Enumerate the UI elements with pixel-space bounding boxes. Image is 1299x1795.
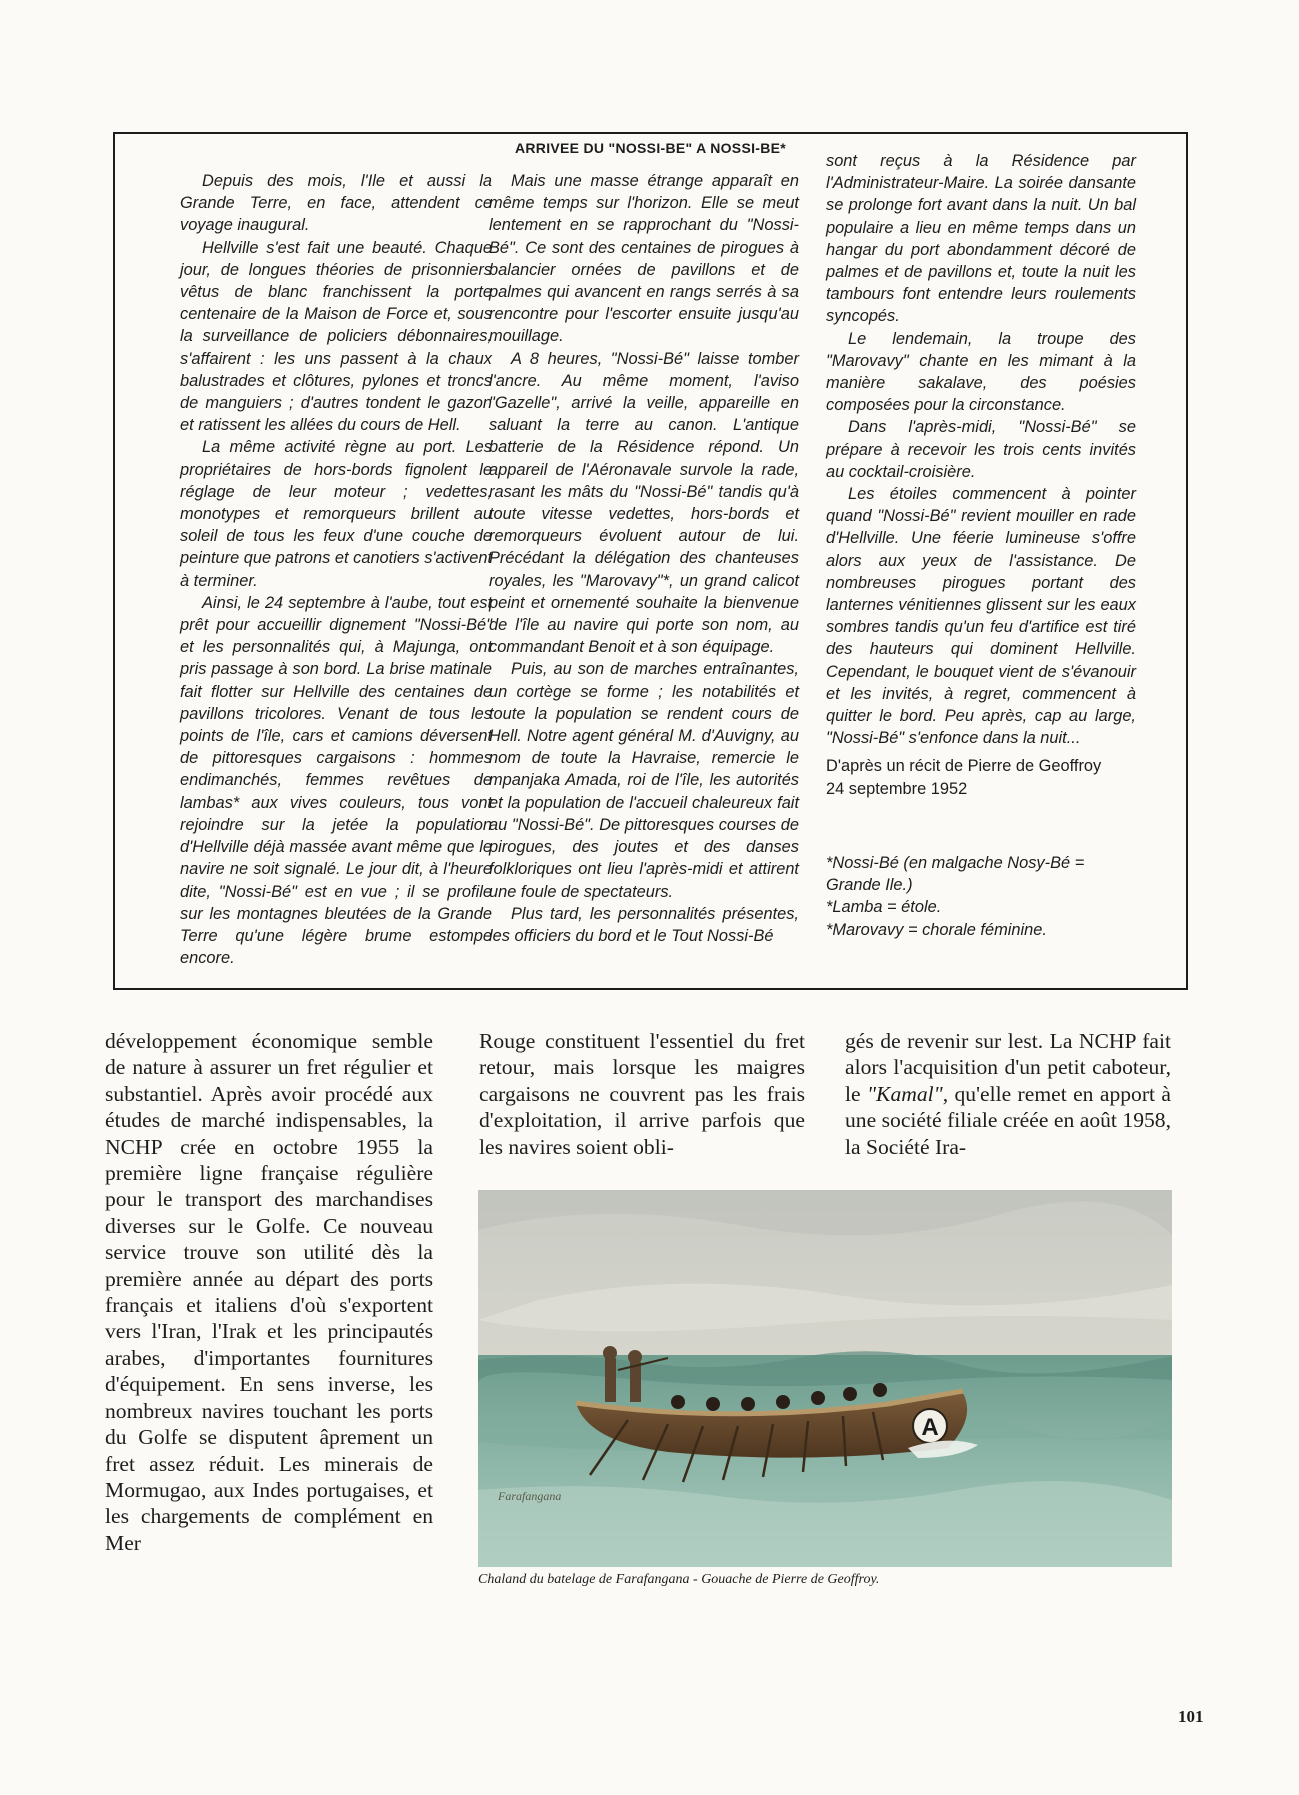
- body-text: développement économique semble de nature à assurer un fret régulier et substantiel. Après avoir procédé aux études de marché indispensables, la NCHP crée en octobre 1955 la première ligne française régulière pour le transport des marchandises diverses sur le Golfe. Ce nouveau service trouve son utilité dès la première année au départ des ports français et italiens d'où s'exportent vers l'Iran, l'Irak et les principautés arabes, d'importantes fournitures d'équipement. En sens inverse, les nombreux navires touchant les ports du Golfe se disputent âprement un fret assez réduit. Les minerais de Mormugao, aux Indes portugaises, et les chargements de complément en Mer: [105, 1029, 433, 1555]
- footnote: *Marovavy = chorale féminine.: [826, 920, 1047, 939]
- footnotes: [826, 852, 1136, 941]
- box-paragraph: sont reçus à la Résidence par l'Administrateur-Maire. La soirée dansante se prolonge fort avant dans la nuit. Un bal populaire a lieu en même temps dans un hangar du port abondamment décoré de palmes et de pavillons et, toute la nuit les tambours font entendre leurs roulements syncopés.: [826, 152, 1136, 326]
- attribution: D'après un récit de Pierre de Geoffroy: [826, 757, 1102, 776]
- box-column-3: [826, 150, 1136, 941]
- footnote: *Lamba = étole.: [826, 898, 942, 917]
- body-column-1: [105, 1028, 433, 1556]
- body-text-part: gés de revenir sur lest. La NCHP fait alors l'acquisition d'un petit caboteur, le: [845, 1029, 1171, 1106]
- body-text: [845, 1028, 1171, 1160]
- ship-name: "Kamal": [866, 1081, 943, 1106]
- page-number: 101: [1178, 1707, 1204, 1726]
- attribution-date: 24 septembre 1952: [826, 779, 968, 798]
- box-column-2: [489, 170, 799, 947]
- painting-illustration: [478, 1190, 1172, 1567]
- painting-caption: Chaland du batelage de Farafangana - Gouache de Pierre de Geoffroy.: [478, 1572, 880, 1587]
- body-text-part: , qu'elle remet en apport à une société filiale créée en août 1958, la Société Ira-: [845, 1081, 1171, 1159]
- box-paragraph: Mais une masse étrange apparaît en même temps sur l'horizon. Elle se meut lentement en se rapprochant du "Nossi-Bé". Ce sont des centaines de pirogues à balancier ornées de pavillons et de palmes qui avancent en rangs serrés à sa rencontre pour l'escorter ensuite jusqu'au mouillage.: [489, 172, 799, 346]
- box-paragraph: Dans l'après-midi, "Nossi-Bé" se prépare à recevoir les trois cents invités au cocktail-croisière.: [826, 418, 1136, 481]
- footnote: *Nossi-Bé (en malgache Nosy-Bé = Grande Ile.): [826, 853, 1085, 895]
- body-text: Rouge constituent l'essentiel du fret retour, mais lorsque les maigres cargaisons ne couvrent pas les frais d'exploitation, il arrive parfois que les navires soient obli-: [479, 1029, 805, 1159]
- body-column-2: [479, 1028, 805, 1160]
- box-paragraph: Le lendemain, la troupe des "Marovavy" chante en les mimant à la manière sakalave, des poésies composées pour la circonstance.: [826, 329, 1136, 415]
- box-paragraph: La même activité règne au port. Les propriétaires de hors-bords fignolent le réglage de leur moteur ; vedettes, monotypes et remorqueurs brillent au soleil de tous les feux d'une couche de peinture que patrons et canotiers s'activent à terminer.: [180, 438, 493, 590]
- sidebar-box: [113, 132, 1188, 990]
- box-title: ARRIVEE DU "NOSSI-BE" A NOSSI-BE*: [514, 140, 787, 156]
- boat-letter: A: [921, 1414, 939, 1441]
- box-column-1: [180, 170, 492, 969]
- box-paragraph: Plus tard, les personnalités présentes, les officiers du bord et le Tout Nossi-Bé: [489, 904, 799, 945]
- gouache-painting: [478, 1190, 1172, 1567]
- box-paragraph: A 8 heures, "Nossi-Bé" laisse tomber l'ancre. Au même moment, l'aviso "Gazelle", arrivé la veille, appareille en saluant la terre au canon. L'antique batterie de la Résidence répond. Un appareil de l'Aéronavale survole la rade, rasant les mâts du "Nossi-Bé" tandis qu'à toute vitesse vedettes, hors-bords et remorqueurs évoluent autour de lui. Précédant la délégation des chanteuses royales, les "Marovavy"*, un grand calicot peint et ornementé souhaite la bienvenue de l'île au navire qui porte son nom, au commandant Benoit et à son équipage.: [489, 349, 799, 657]
- box-paragraph: Puis, au son de marches entraînantes, un cortège se forme ; les notabilités et toute la population se rendent cours de Hell. Notre agent général M. d'Auvigny, au nom de toute la Havraise, remercie le mpanjaka Amada, roi de l'île, les autorités et la population de l'accueil chaleureux fait au "Nossi-Bé". De pittoresques courses de pirogues, des joutes et des danses folkloriques ont lieu l'après-midi et attirent une foule de spectateurs.: [489, 660, 799, 901]
- box-paragraph: Hellville s'est fait une beauté. Chaque jour, de longues théories de prisonniers vêtus de blanc franchissent la porte centenaire de la Maison de Force et, sous la surveillance de policiers débonnaires, s'affairent : les uns passent à la chaux balustrades et clôtures, pylones et troncs de manguiers ; d'autres tondent le gazon et ratissent les allées du cours de Hell.: [180, 238, 492, 435]
- box-paragraph: Les étoiles commencent à pointer quand "Nossi-Bé" revient mouiller en rade d'Hellville. Une féerie lumineuse s'offre alors aux yeux de l'assistance. De nombreuses pirogues portant des lanternes vénitiennes glissent sur les eaux sombres tandis qu'un feu d'artifice est tiré des hauteurs qui dominent Hellville. Cependant, le bouquet vient de s'évanouir et les invités, à regret, commencent à quitter le bord. Peu après, cap au large, "Nossi-Bé" s'enfonce dans la nuit...: [826, 485, 1136, 748]
- painting-signature: Farafangana: [498, 1489, 562, 1503]
- body-column-3: [845, 1028, 1171, 1160]
- box-paragraph: Ainsi, le 24 septembre à l'aube, tout est prêt pour accueillir dignement "Nossi-Bé" et les personnalités qui, à Majunga, ont pris passage à son bord. La brise matinale fait flotter sur Hellville des centaines de pavillons tricolores. Venant de tous les points de l'île, cars et camions déversent de pittoresques cargaisons : hommes endimanchés, femmes revêtues de lambas* aux vives couleurs, tous vont rejoindre sur la jetée la population d'Hellville déjà massée avant même que le navire ne soit signalé. Le jour dit, à l'heure dite, "Nossi-Bé" est en vue ; il se profile sur les montagnes bleutées de la Grande Terre qu'une légère brume estompe encore.: [180, 593, 492, 968]
- box-paragraph: Depuis des mois, l'Ile et aussi la Grande Terre, en face, attendent ce voyage inaugural.: [180, 172, 492, 235]
